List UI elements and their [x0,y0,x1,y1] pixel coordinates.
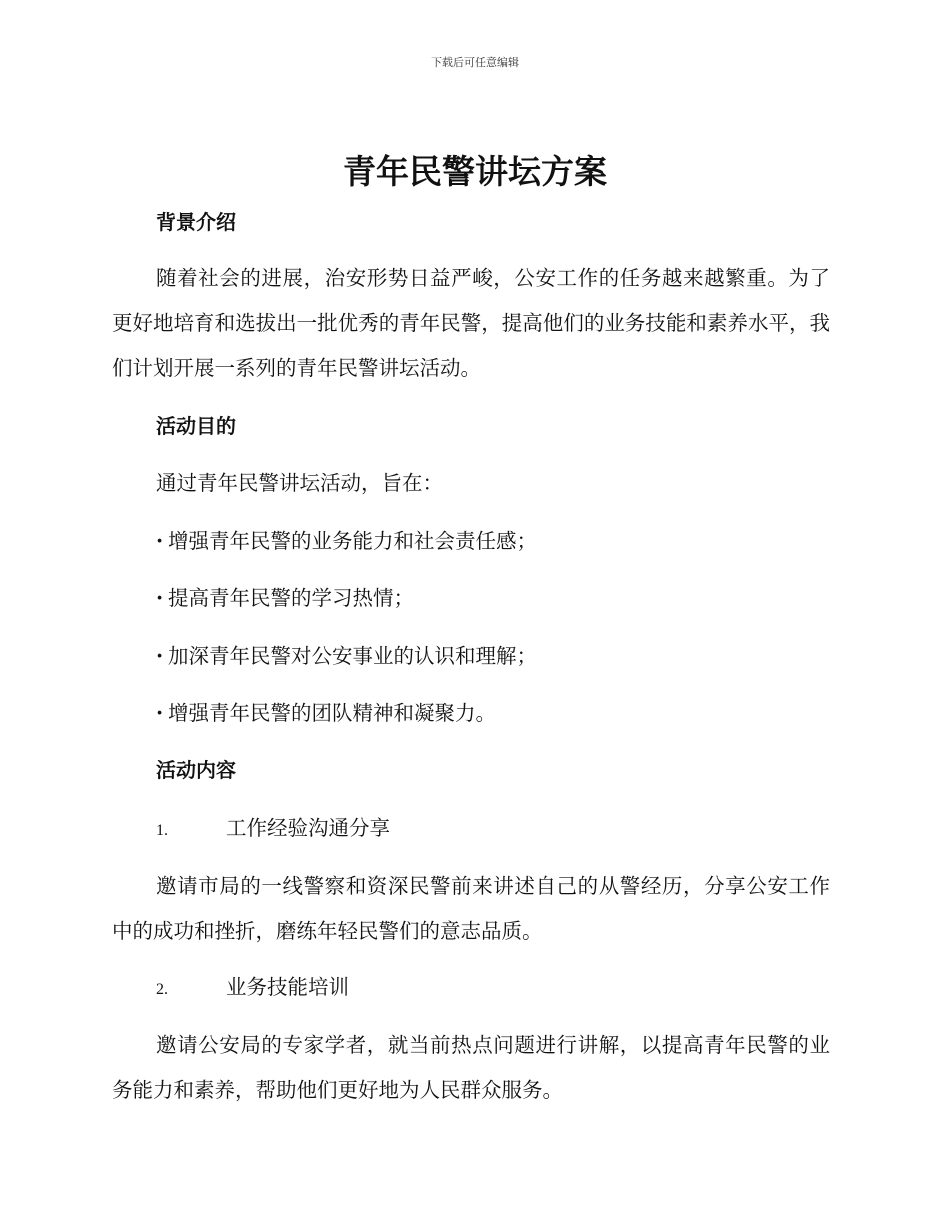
bullet-text: 增强青年民警的业务能力和社会责任感； [168,529,537,553]
item-number: 1. [156,822,168,839]
content-item-number [156,814,390,845]
section-heading-purpose: 活动目的 [156,414,236,438]
bullet-text: 增强青年民警的团队精神和凝聚力。 [168,701,496,725]
bullet-text: 加深青年民警对公安事业的认识和理解； [168,644,537,668]
header-note: 下载后可任意编辑 [431,56,519,69]
purpose-bullet [156,527,537,555]
item-title: 工作经验沟通分享 [226,816,390,840]
purpose-intro: 通过青年民警讲坛活动，旨在： [156,471,443,495]
bullet-mark: · [156,701,164,725]
purpose-bullet [156,642,537,670]
purpose-bullet [156,584,414,612]
document-title: 青年民警讲坛方案 [343,152,607,191]
bullet-text: 提高青年民警的学习热情； [168,586,414,610]
content-item-description: 邀请市局的一线警察和资深民警前来讲述自己的从警经历，分享公安工作中的成功和挫折，磨练年轻民警们的意志品质。 [112,874,830,943]
item-title: 业务技能培训 [226,975,349,999]
background-paragraph: 随着社会的进展，治安形势日益严峻，公安工作的任务越来越繁重。为了更好地培育和选拔出一批优秀的青年民警，提高他们的业务技能和素养水平，我们计划开展一系列的青年民警讲坛活动。 [112,266,830,380]
item-number: 2. [156,981,168,998]
bullet-mark: · [156,644,164,668]
content-item-number [156,973,349,1004]
section-heading-content: 活动内容 [156,758,236,782]
purpose-bullet [156,699,496,727]
section-heading-background: 背景介绍 [156,210,236,234]
content-item-description: 邀请公安局的专家学者，就当前热点问题进行讲解，以提高青年民警的业务能力和素养，帮助他们更好地为人民群众服务。 [112,1033,830,1102]
bullet-mark: · [156,529,164,553]
bullet-mark: · [156,586,164,610]
